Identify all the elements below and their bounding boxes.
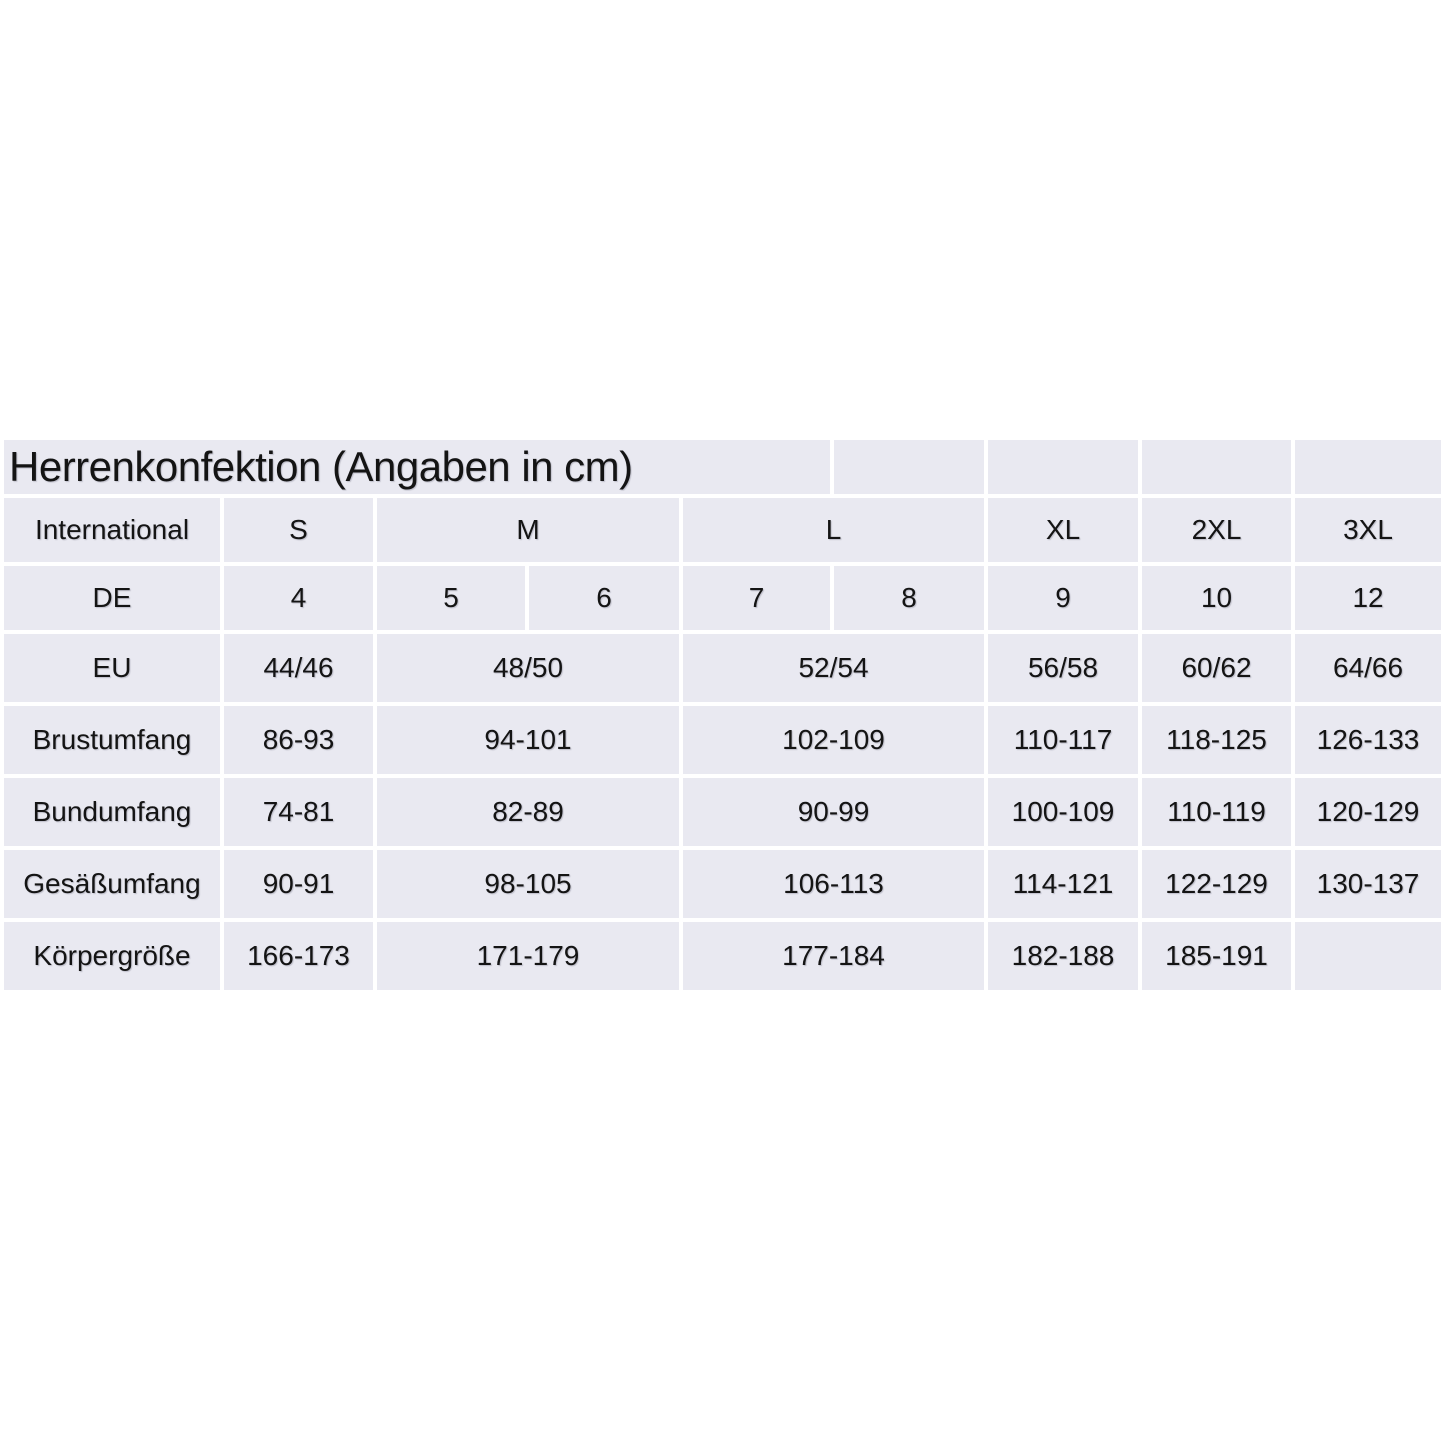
de-cell: 7 bbox=[683, 566, 830, 630]
data-cell: 64/66 bbox=[1295, 634, 1441, 702]
row-label-brustumfang: Brustumfang bbox=[4, 706, 220, 774]
de-cell: 4 bbox=[224, 566, 373, 630]
data-cell: 130-137 bbox=[1295, 850, 1441, 918]
data-cell: 118-125 bbox=[1142, 706, 1291, 774]
header-size-xl: XL bbox=[988, 498, 1138, 562]
data-cell: 56/58 bbox=[988, 634, 1138, 702]
data-cell: 44/46 bbox=[224, 634, 373, 702]
title-row-empty-cell bbox=[1295, 440, 1441, 494]
row-de bbox=[4, 566, 1441, 630]
herrenkonfektion-size-table bbox=[0, 436, 1445, 994]
header-size-l: L bbox=[683, 498, 984, 562]
de-cell: 9 bbox=[988, 566, 1138, 630]
data-cell: 171-179 bbox=[377, 922, 679, 990]
data-cell: 100-109 bbox=[988, 778, 1138, 846]
data-cell: 122-129 bbox=[1142, 850, 1291, 918]
de-cell: 5 bbox=[377, 566, 525, 630]
data-cell: 166-173 bbox=[224, 922, 373, 990]
data-cell: 90-91 bbox=[224, 850, 373, 918]
de-cell: 8 bbox=[834, 566, 984, 630]
de-cell: 10 bbox=[1142, 566, 1291, 630]
header-size-2xl: 2XL bbox=[1142, 498, 1291, 562]
row-label-bundumfang: Bundumfang bbox=[4, 778, 220, 846]
header-row bbox=[4, 498, 1441, 562]
de-cell: 6 bbox=[529, 566, 679, 630]
data-cell: 90-99 bbox=[683, 778, 984, 846]
de-cell: 12 bbox=[1295, 566, 1441, 630]
row-label-koerpergroesse: Körpergröße bbox=[4, 922, 220, 990]
data-cell: 126-133 bbox=[1295, 706, 1441, 774]
header-international-label: International bbox=[4, 498, 220, 562]
title-row bbox=[4, 440, 1441, 494]
data-cell: 110-117 bbox=[988, 706, 1138, 774]
title-row-empty-cell bbox=[834, 440, 984, 494]
data-cell: 110-119 bbox=[1142, 778, 1291, 846]
data-cell: 177-184 bbox=[683, 922, 984, 990]
data-cell: 182-188 bbox=[988, 922, 1138, 990]
header-size-m: M bbox=[377, 498, 679, 562]
table-title-cell bbox=[4, 440, 830, 494]
data-cell: 48/50 bbox=[377, 634, 679, 702]
row-gesaessumfang bbox=[4, 850, 1441, 918]
data-cell: 94-101 bbox=[377, 706, 679, 774]
row-bundumfang bbox=[4, 778, 1441, 846]
title-row-empty-cell bbox=[988, 440, 1138, 494]
data-cell: 82-89 bbox=[377, 778, 679, 846]
data-cell bbox=[1295, 922, 1441, 990]
table-title: Herrenkonfektion (Angaben in cm) bbox=[9, 443, 633, 490]
data-cell: 86-93 bbox=[224, 706, 373, 774]
row-koerpergroesse bbox=[4, 922, 1441, 990]
header-size-3xl: 3XL bbox=[1295, 498, 1441, 562]
data-cell: 60/62 bbox=[1142, 634, 1291, 702]
data-cell: 120-129 bbox=[1295, 778, 1441, 846]
data-cell: 106-113 bbox=[683, 850, 984, 918]
row-label-de: DE bbox=[4, 566, 220, 630]
data-cell: 52/54 bbox=[683, 634, 984, 702]
data-cell: 98-105 bbox=[377, 850, 679, 918]
row-label-eu: EU bbox=[4, 634, 220, 702]
data-cell: 74-81 bbox=[224, 778, 373, 846]
data-cell: 102-109 bbox=[683, 706, 984, 774]
row-brustumfang bbox=[4, 706, 1441, 774]
title-row-empty-cell bbox=[1142, 440, 1291, 494]
data-cell: 114-121 bbox=[988, 850, 1138, 918]
row-label-gesaessumfang: Gesäßumfang bbox=[4, 850, 220, 918]
header-size-s: S bbox=[224, 498, 373, 562]
row-eu bbox=[4, 634, 1441, 702]
data-cell: 185-191 bbox=[1142, 922, 1291, 990]
